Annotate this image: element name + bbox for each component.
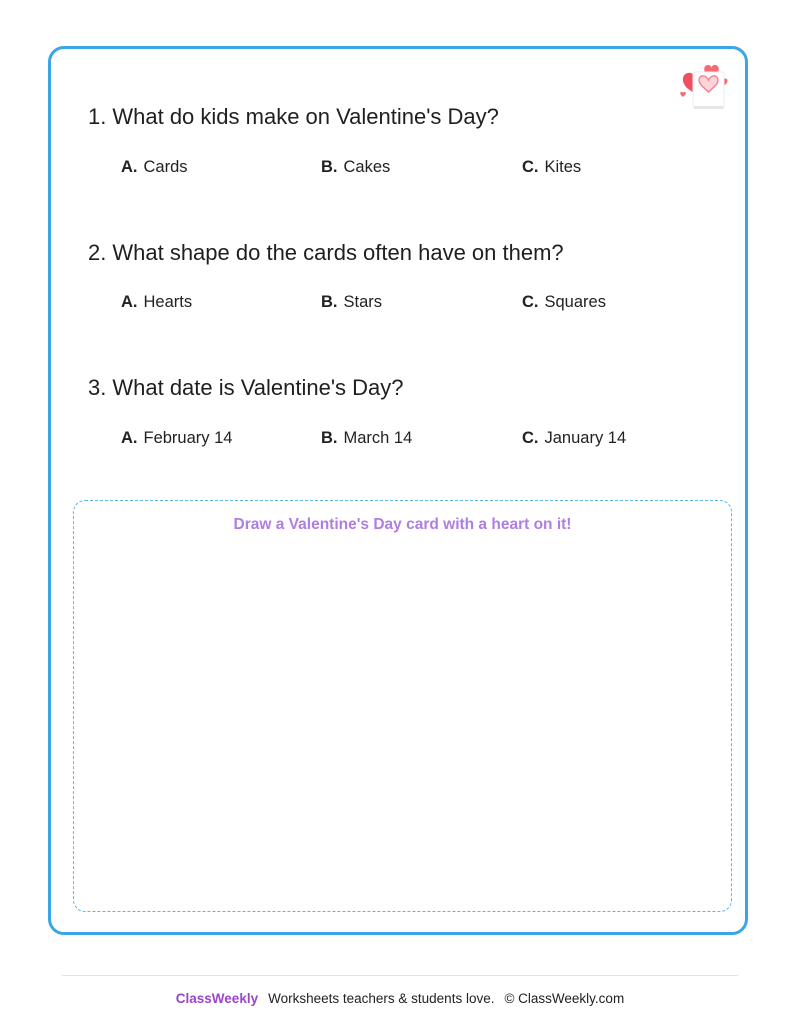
- option-letter: A.: [121, 429, 138, 447]
- question-number: 2.: [88, 240, 107, 265]
- option-letter: C.: [522, 293, 539, 311]
- option-letter: A.: [121, 293, 138, 311]
- option-text: Cards: [143, 158, 188, 176]
- option-1c[interactable]: [522, 158, 581, 177]
- option-letter: B.: [321, 429, 338, 447]
- option-2a[interactable]: [121, 293, 192, 312]
- question-number: 1.: [88, 104, 107, 129]
- option-2c[interactable]: [522, 293, 606, 312]
- question-text: What do kids make on Valentine's Day?: [112, 104, 499, 129]
- option-3b[interactable]: [321, 429, 412, 448]
- footer-copyright: © ClassWeekly.com: [504, 991, 625, 1006]
- question-text: What date is Valentine's Day?: [112, 375, 404, 400]
- footer-tagline: Worksheets teachers & students love.: [268, 991, 495, 1006]
- option-letter: C.: [522, 429, 539, 447]
- option-text: Squares: [544, 293, 606, 311]
- option-text: Kites: [544, 158, 582, 176]
- question-3: [88, 375, 404, 401]
- option-letter: B.: [321, 293, 338, 311]
- drawing-area[interactable]: [73, 500, 732, 912]
- option-text: January 14: [544, 429, 627, 447]
- footer-brand[interactable]: ClassWeekly: [175, 991, 259, 1006]
- valentine-envelope-hearts-icon: [678, 62, 736, 112]
- question-number: 3.: [88, 375, 107, 400]
- footer: [0, 991, 800, 1006]
- drawing-prompt: Draw a Valentine's Day card with a heart on it!: [233, 516, 572, 533]
- option-letter: C.: [522, 158, 539, 176]
- option-letter: A.: [121, 158, 138, 176]
- option-3c[interactable]: [522, 429, 626, 448]
- option-text: Cakes: [343, 158, 391, 176]
- question-2: [88, 240, 564, 266]
- footer-divider: [62, 975, 738, 976]
- option-3a[interactable]: [121, 429, 232, 448]
- option-1b[interactable]: [321, 158, 390, 177]
- question-text: What shape do the cards often have on them?: [112, 240, 564, 265]
- option-text: February 14: [143, 429, 233, 447]
- option-text: Stars: [343, 293, 383, 311]
- option-2b[interactable]: [321, 293, 382, 312]
- option-letter: B.: [321, 158, 338, 176]
- option-text: Hearts: [143, 293, 193, 311]
- option-1a[interactable]: [121, 158, 188, 177]
- option-text: March 14: [343, 429, 413, 447]
- question-1: [88, 104, 499, 130]
